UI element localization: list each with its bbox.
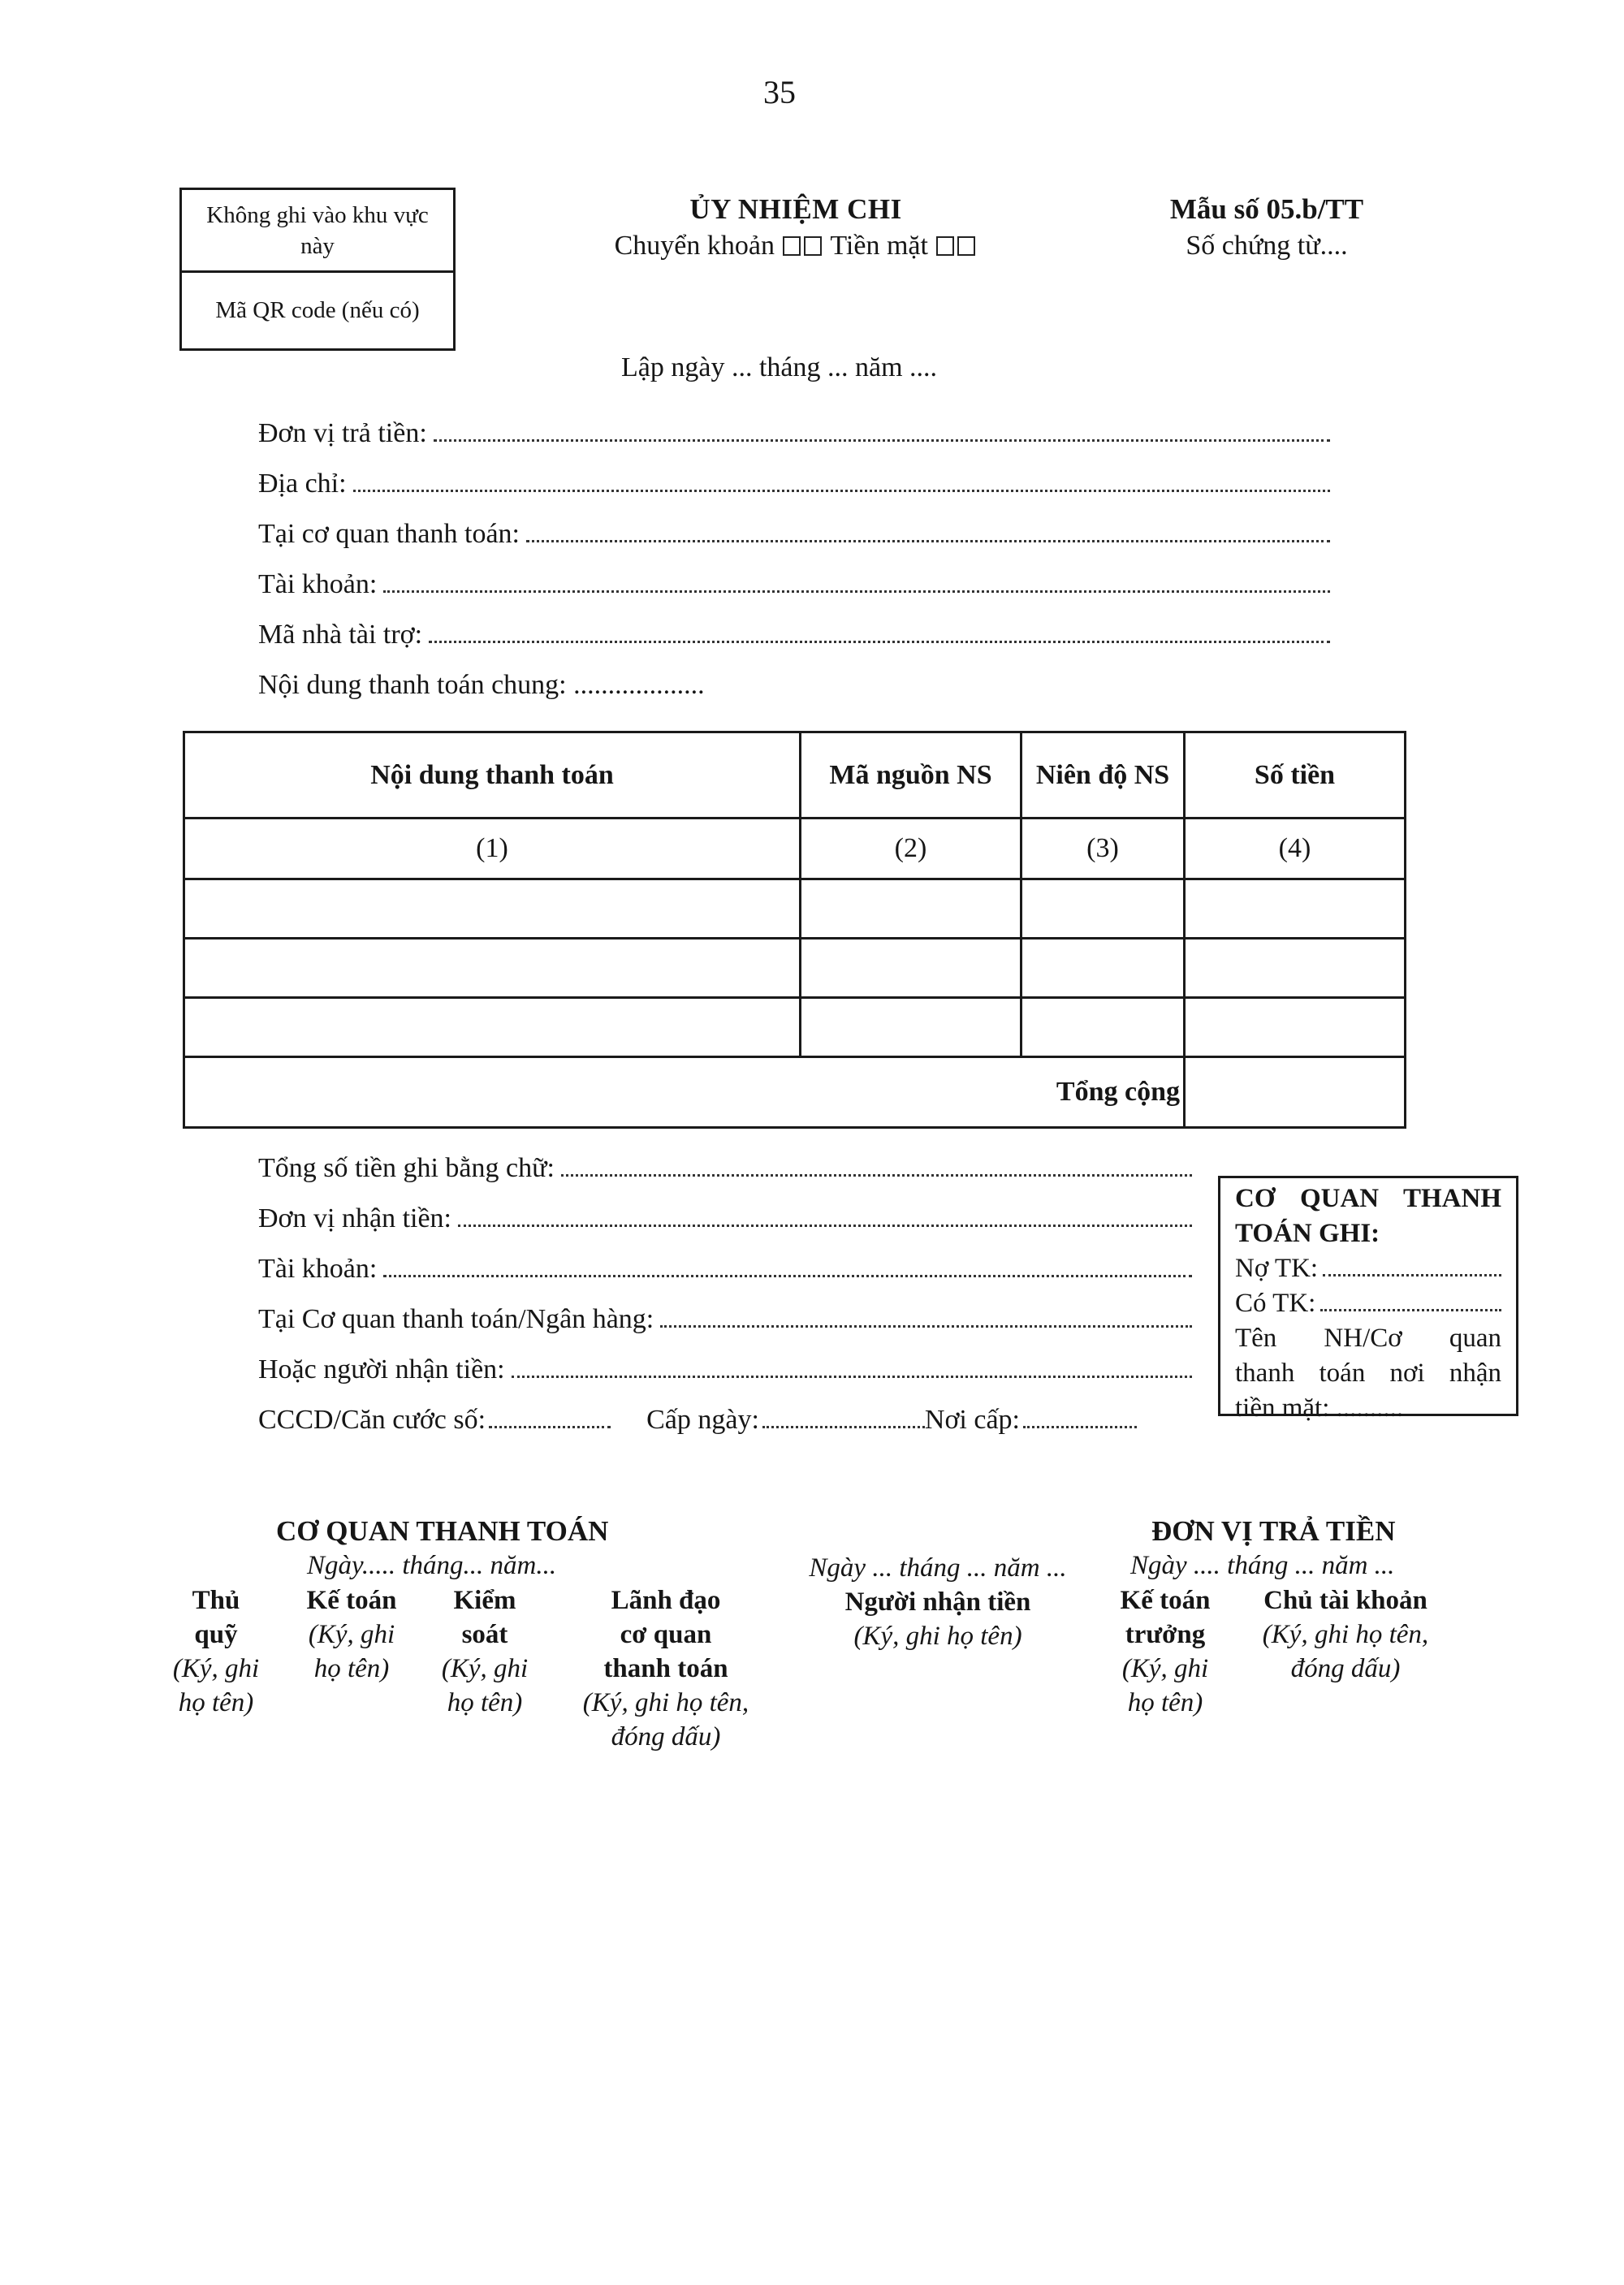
reserved-area-note: Không ghi vào khu vực này [182,190,453,273]
payer-fields [258,418,1330,720]
payee-account-field[interactable]: Tài khoản: [258,1254,1192,1304]
agency-signature-title: CƠ QUAN THANH TOÁN [276,1515,609,1547]
cccd-label: CCCD/Căn cước số: [258,1405,486,1435]
header-budget-source: Mã nguồn NS [801,732,1021,819]
agency-record-box: CƠ QUAN THANH TOÁN GHI: Nợ TK: Có TK: Tên NH/Cơ quan thanh toán nơi nhận tiền mặt: .......... [1218,1176,1518,1416]
total-amount-cell[interactable] [1185,1057,1406,1128]
signature-accountant: Kế toán (Ký, ghi họ tên) [306,1586,397,1683]
payment-table [183,731,1406,1129]
payee-fields [258,1153,1192,1436]
form-number: Mẫu số 05.b/TT [1169,193,1364,225]
cash-label: Tiền mặt [830,231,928,261]
creation-date: Lập ngày ... tháng ... năm .... [621,352,938,382]
payee-person-field[interactable]: Hoặc người nhận tiền: [258,1354,1192,1405]
debit-account-field[interactable]: Nợ TK: [1235,1251,1501,1286]
transfer-checkbox-2[interactable] [804,236,822,256]
cash-checkbox-1[interactable] [936,236,954,256]
payee-bank-field[interactable]: Tại Cơ quan thanh toán/Ngân hàng: [258,1304,1192,1354]
header-amount: Số tiền [1185,732,1406,819]
form-title: ỦY NHIỆM CHI [689,193,902,225]
payment-agency-field[interactable]: Tại cơ quan thanh toán: [258,519,1330,569]
payer-unit-field[interactable]: Đơn vị trả tiền: [258,418,1330,469]
signature-chief-accountant: Kế toán trưởng (Ký, ghi họ tên) [1120,1586,1211,1717]
cccd-field[interactable] [489,1406,611,1428]
amount-in-words-field[interactable]: Tổng số tiền ghi bằng chữ: [258,1153,1192,1203]
signature-treasurer: Thủ quỹ (Ký, ghi họ tên) [172,1586,260,1717]
column-number-row: (1) (2) (3) (4) [184,819,1406,879]
signature-account-holder: Chủ tài khoản (Ký, ghi họ tên, đóng dấu) [1262,1586,1429,1683]
payment-method-line [568,231,1023,261]
issue-date-field[interactable] [762,1406,925,1428]
credit-account-field[interactable]: Có TK: [1235,1286,1501,1321]
agency-signature-date: Ngày..... tháng... năm... [307,1551,557,1580]
voucher-number: Số chứng từ.... [1186,231,1348,261]
cash-bank-field[interactable]: tiền mặt: .......... [1235,1393,1404,1423]
payer-signature-title: ĐƠN VỊ TRẢ TIỀN [1151,1515,1396,1547]
id-card-line [258,1405,1192,1436]
transfer-checkbox-1[interactable] [783,236,801,256]
header-budget-year: Niên độ NS [1021,732,1185,819]
form-code-block [1137,193,1397,261]
reserved-area-box [179,188,456,351]
page-number: 35 [763,74,796,110]
issue-place-field[interactable] [1023,1406,1137,1428]
transfer-label: Chuyển khoản [614,231,775,261]
table-row [184,939,1406,998]
total-row [184,1057,1406,1128]
payer-signature-date: Ngày .... tháng ... năm ... [1130,1551,1395,1580]
cash-checkbox-2[interactable] [957,236,975,256]
donor-code-field[interactable]: Mã nhà tài trợ: [258,620,1330,670]
signature-receiver: Ngày ... tháng ... năm ... Người nhận tiền (Ký, ghi họ tên) [809,1553,1067,1651]
issue-place-label: Nơi cấp: [924,1405,1020,1435]
signature-controller: Kiểm soát (Ký, ghi họ tên) [441,1586,529,1717]
account-field[interactable]: Tài khoản: [258,569,1330,620]
table-header-row [184,732,1406,819]
general-payment-content-field[interactable]: Nội dung thanh toán chung: ................... [258,670,705,700]
payee-unit-field[interactable]: Đơn vị nhận tiền: [258,1203,1192,1254]
signature-agency-leader: Lãnh đạo cơ quan thanh toán (Ký, ghi họ tên, đóng dấu) [582,1586,749,1752]
table-row [184,998,1406,1057]
issue-date-label: Cấp ngày: [646,1405,759,1435]
total-label: Tổng cộng [184,1057,1185,1128]
address-field[interactable]: Địa chỉ: [258,469,1330,519]
header-content: Nội dung thanh toán [184,732,801,819]
qr-code-area: Mã QR code (nếu có) [215,297,420,323]
form-header [568,193,1023,261]
table-row [184,879,1406,939]
